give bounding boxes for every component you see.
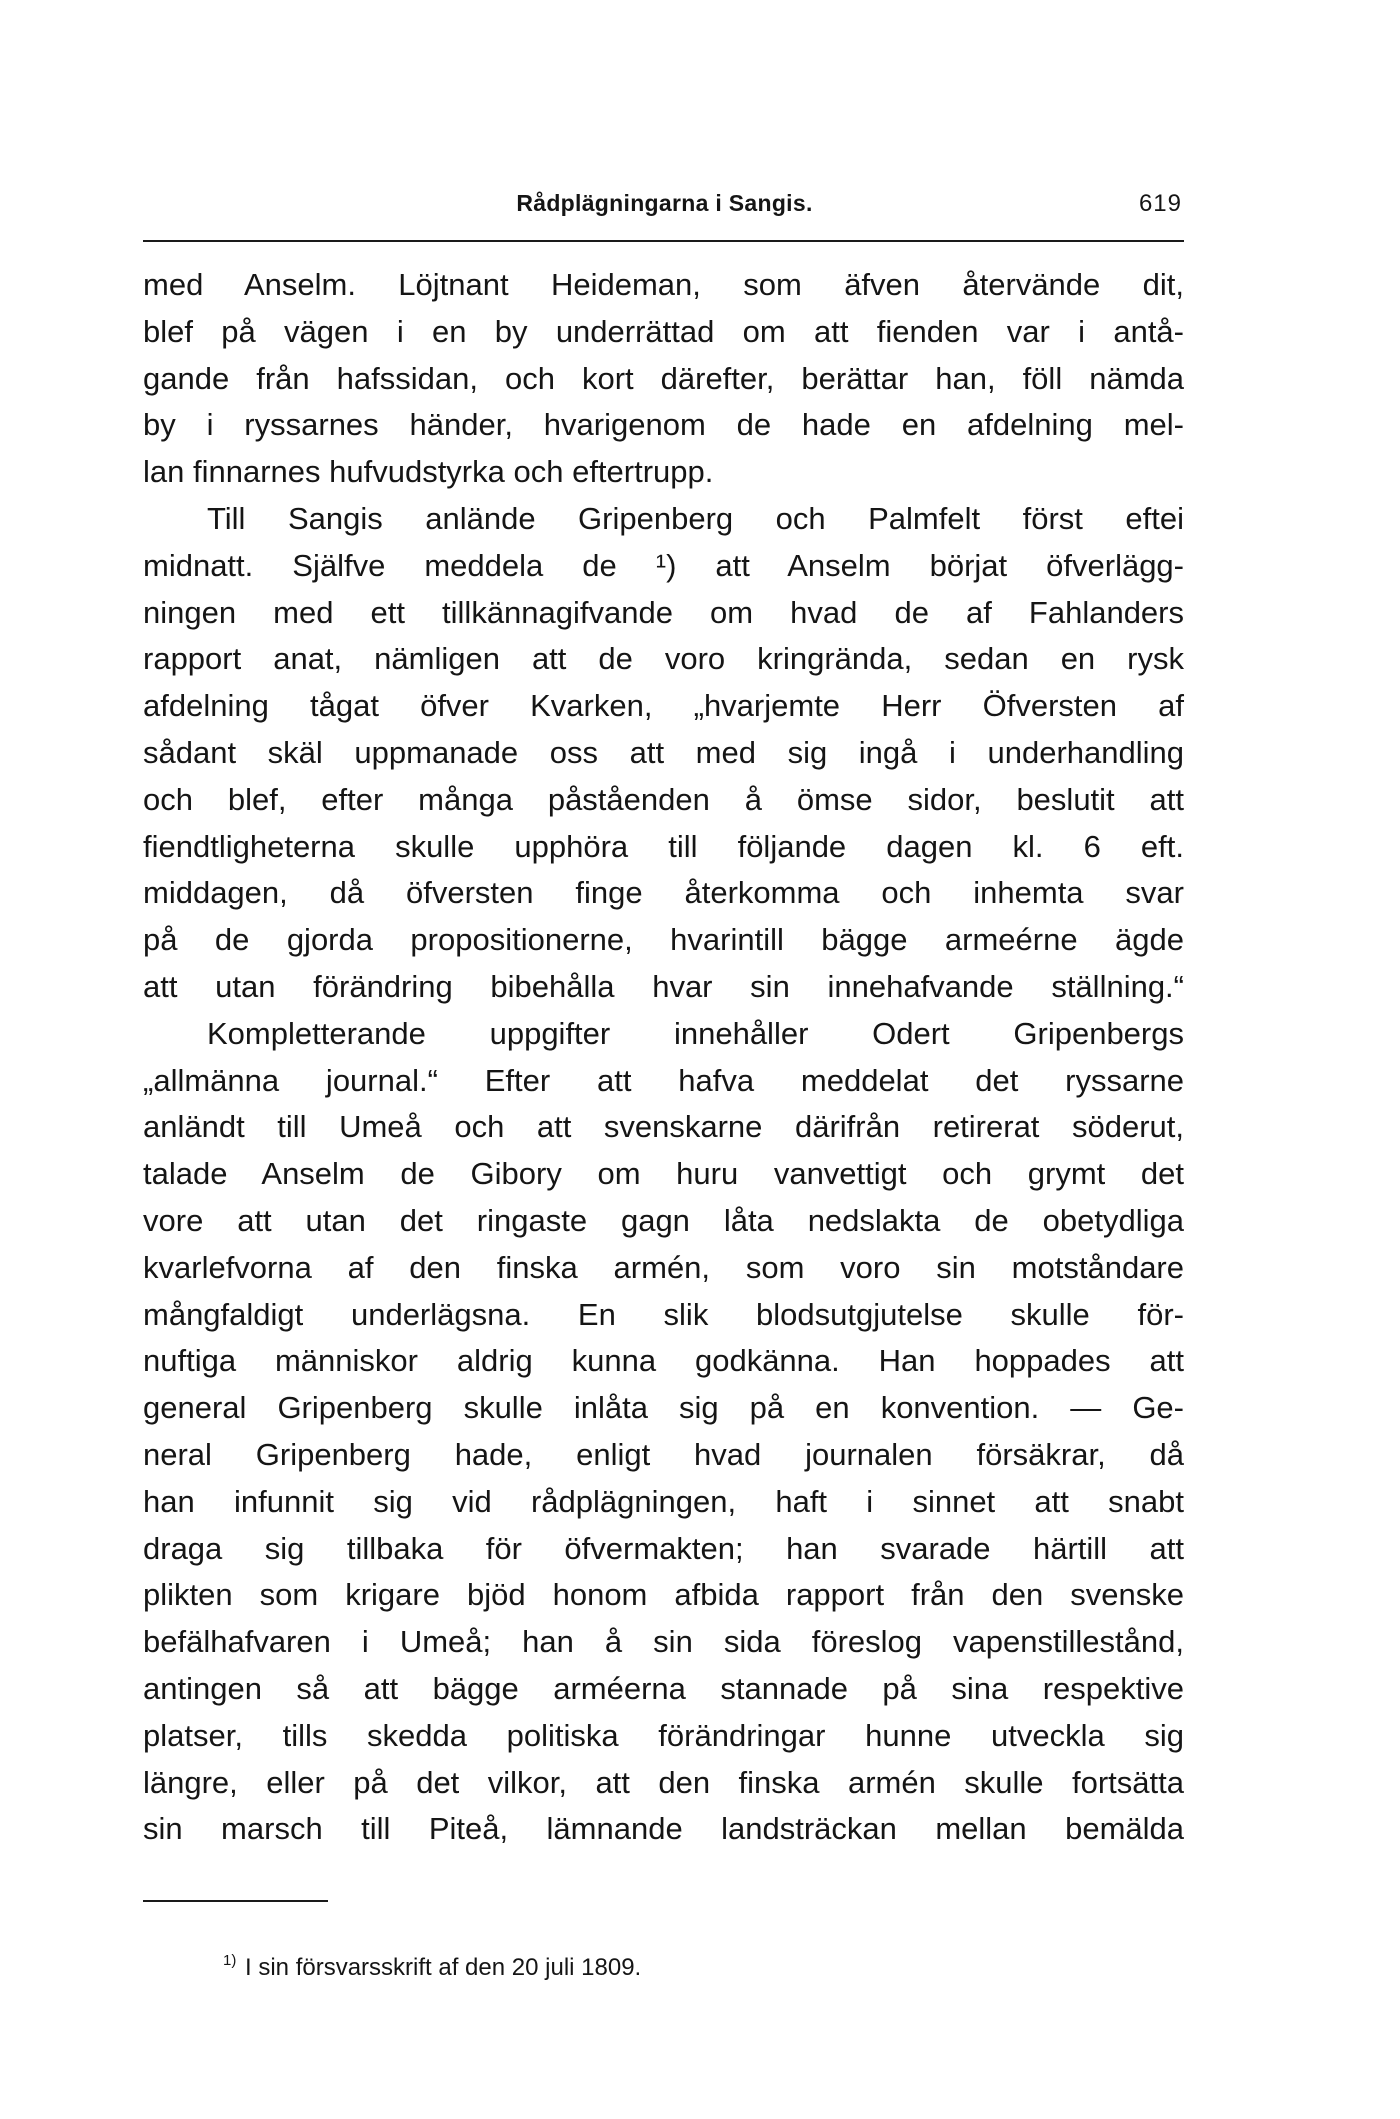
header-rule — [143, 240, 1184, 242]
text-line: kvarlefvorna af den finska armén, som voro sin motståndare — [143, 1249, 1184, 1285]
text-line: han infunnit sig vid rådplägningen, haft i sinnet att snabt — [143, 1483, 1184, 1519]
text-line: att utan förändring bibehålla hvar sin innehafvande ställning.“ — [143, 968, 1184, 1004]
text-line: midnatt. Själfve meddela de ¹) att Anselm börjat öfverlägg- — [143, 547, 1184, 583]
text-line: sin marsch till Piteå, lämnande landsträckan mellan bemälda — [143, 1811, 1184, 1847]
text-line: by i ryssarnes händer, hvarigenom de hade en afdelning mel- — [143, 407, 1184, 443]
body-text — [143, 262, 1184, 1853]
footnote-text: I sin försvarsskrift af den 20 juli 1809. — [245, 1954, 642, 1981]
text-line: Till Sangis anlände Gripenberg och Palmfelt först eftei — [207, 500, 1184, 536]
text-line: mångfaldigt underlägsna. En slik blodsutgjutelse skulle för- — [143, 1296, 1184, 1332]
running-head — [143, 190, 1186, 230]
text-line: general Gripenberg skulle inlåta sig på en konvention. — Ge- — [143, 1390, 1184, 1426]
text-line: längre, eller på det vilkor, att den finska armén skulle fortsätta — [143, 1764, 1184, 1800]
text-line: fiendtligheterna skulle upphöra till följande dagen kl. 6 eft. — [143, 828, 1184, 864]
text-line: talade Anselm de Gibory om huru vanvettigt och grymt det — [143, 1156, 1184, 1192]
text-line: Kompletterande uppgifter innehåller Odert Gripenbergs — [207, 1015, 1184, 1051]
text-line: platser, tills skedda politiska förändringar hunne utveckla sig — [143, 1717, 1184, 1753]
text-line: antingen så att bägge arméerna stannade på sina respektive — [143, 1670, 1184, 1706]
text-line: sådant skäl uppmanade oss att med sig ingå i underhandling — [143, 734, 1184, 770]
text-line: draga sig tillbaka för öfvermakten; han svarade härtill att — [143, 1530, 1184, 1566]
text-line: middagen, då öfversten finge återkomma och inhemta svar — [143, 875, 1184, 911]
footnote-marker: 1) — [223, 1952, 237, 1969]
text-line: och blef, efter många påståenden å ömse sidor, beslutit att — [143, 781, 1184, 817]
text-line: nuftiga människor aldrig kunna godkänna. Han hoppades att — [143, 1343, 1184, 1379]
text-line: gande från hafssidan, och kort därefter, berättar han, föll nämda — [143, 360, 1184, 396]
text-line: anländt till Umeå och att svenskarne därifrån retirerat söderut, — [143, 1109, 1184, 1145]
text-line: på de gjorda propositionerne, hvarintill bägge armeérne ägde — [143, 922, 1184, 958]
text-line: plikten som krigare bjöd honom afbida rapport från den svenske — [143, 1577, 1184, 1613]
footnote-rule — [143, 1900, 328, 1902]
text-line: med Anselm. Löjtnant Heideman, som äfven återvände dit, — [143, 267, 1184, 302]
running-title: Rådplägningarna i Sangis. — [516, 190, 813, 216]
page-number: 619 — [1138, 190, 1182, 217]
text-line: befälhafvaren i Umeå; han å sin sida föreslog vapenstillestånd, — [143, 1624, 1184, 1660]
text-line: „allmänna journal.“ Efter att hafva meddelat det ryssarne — [143, 1062, 1184, 1098]
text-line: blef på vägen i en by underrättad om att fienden var i antå- — [143, 313, 1184, 349]
text-line: rapport anat, nämligen att de voro kringrända, sedan en rysk — [143, 641, 1184, 677]
text-line: afdelning tågat öfver Kvarken, „hvarjemte Herr Öfversten af — [143, 688, 1184, 724]
footnote — [223, 1952, 641, 1982]
text-line: neral Gripenberg hade, enligt hvad journalen försäkrar, då — [143, 1436, 1184, 1472]
text-line: lan finnarnes hufvudstyrka och eftertrupp. — [143, 454, 714, 490]
text-line: ningen med ett tillkännagifvande om hvad de af Fahlanders — [143, 594, 1184, 630]
text-line: vore att utan det ringaste gagn låta nedslakta de obetydliga — [143, 1202, 1184, 1238]
